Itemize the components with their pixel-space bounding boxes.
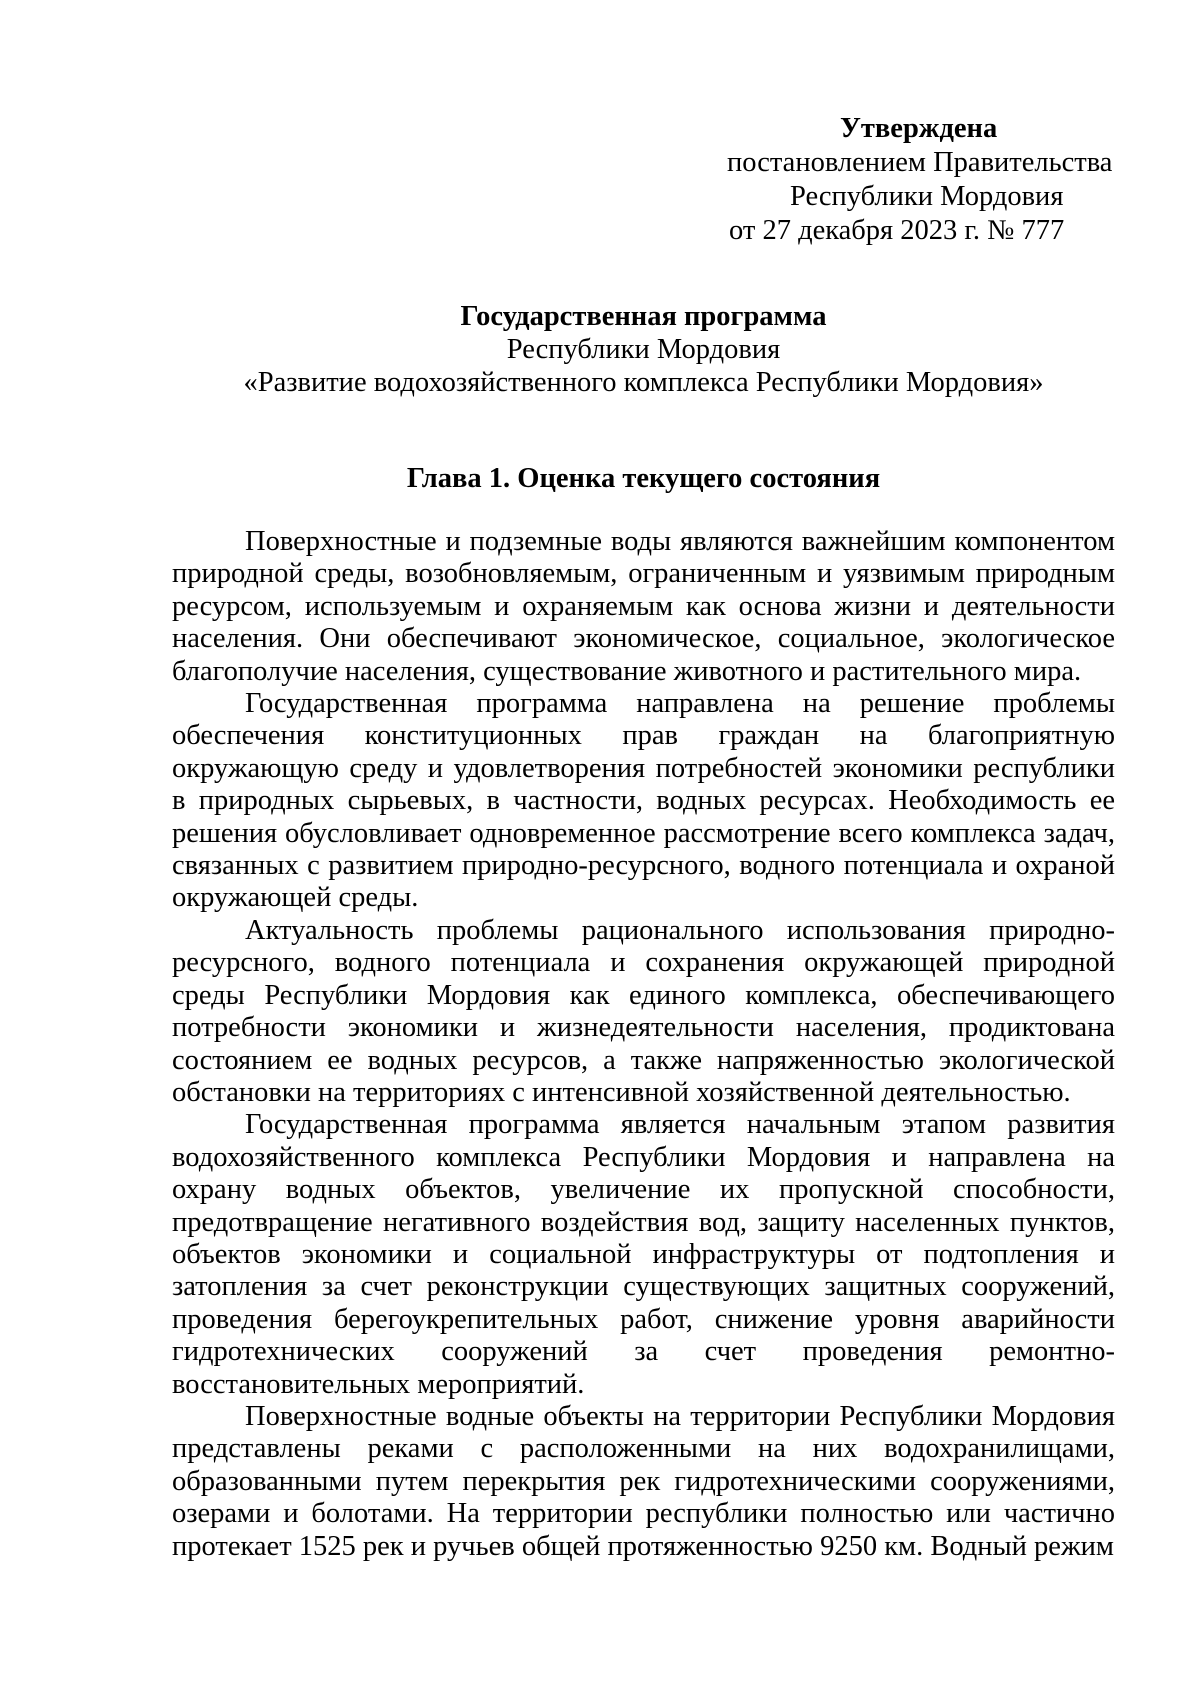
approval-resolution-line: постановлением Правительства	[727, 147, 1113, 178]
paragraph: Государственная программа является начальным этапом развития водохозяйственного комплекса Республики Мордовия и направлена на охрану водных объектов, увеличение их пропускной способности, предотвращение негативного воздействия вод, защиту населенных пунктов, объектов экономики и социальной инфраструктуры от подтопления и затопления за счет реконструкции существующих защитных сооружений, проведения берегоукрепительных работ, снижение уровня аварийности гидротехнических сооружений за счет проведения ремонтно-восстановительных мероприятий.	[172, 1109, 1115, 1400]
chapter-body	[172, 526, 1115, 1563]
approval-heading: Утверждена	[840, 113, 998, 144]
approval-block	[727, 112, 1127, 248]
approval-government-line: Республики Мордовия	[790, 181, 1064, 212]
program-title	[172, 300, 1115, 399]
program-title-name: «Развитие водохозяйственного комплекса Республики Мордовия»	[243, 367, 1044, 398]
paragraph: Поверхностные водные объекты на территории Республики Мордовия представлены реками с расположенными на них водохранилищами, образованными путем перекрытия рек гидротехническими сооружениями, озерами и болотами. На территории республики полностью или частично протекает 1525 рек и ручьев общей протяженностью 9250 км. Водный режим	[172, 1400, 1115, 1562]
paragraph: Поверхностные и подземные воды являются важнейшим компонентом природной среды, возобновляемым, ограниченным и уязвимым природным ресурсом, используемым и охраняемым как основа жизни и деятельности населения. Они обеспечивают экономическое, социальное, экологическое благополучие населения, существование животного и растительного мира.	[172, 526, 1115, 687]
approval-date-number: от 27 декабря 2023 г. № 777	[729, 215, 1065, 246]
program-title-region: Республики Мордовия	[506, 334, 781, 365]
program-title-heading: Государственная программа	[460, 301, 827, 332]
paragraph: Государственная программа направлена на решение проблемы обеспечения конституционных прав граждан на благоприятную окружающую среду и удовлетворения потребностей экономики республики в природных сырьевых, в частности, водных ресурсах. Необходимость ее решения обусловливает одновременное рассмотрение всего комплекса задач, связанных с развитием природно-ресурсного, водного потенциала и охраной окружающей среды.	[172, 688, 1115, 914]
paragraph: Актуальность проблемы рационального использования природно-ресурсного, водного потенциала и сохранения окружающей природной среды Республики Мордовия как единого комплекса, обеспечивающего потребности экономики и жизнедеятельности населения, продиктована состоянием ее водных ресурсов, а также напряженностью экологической обстановки на территориях с интенсивной хозяйственной деятельностью.	[172, 914, 1115, 1108]
chapter-heading: Глава 1. Оценка текущего состояния	[406, 463, 881, 494]
